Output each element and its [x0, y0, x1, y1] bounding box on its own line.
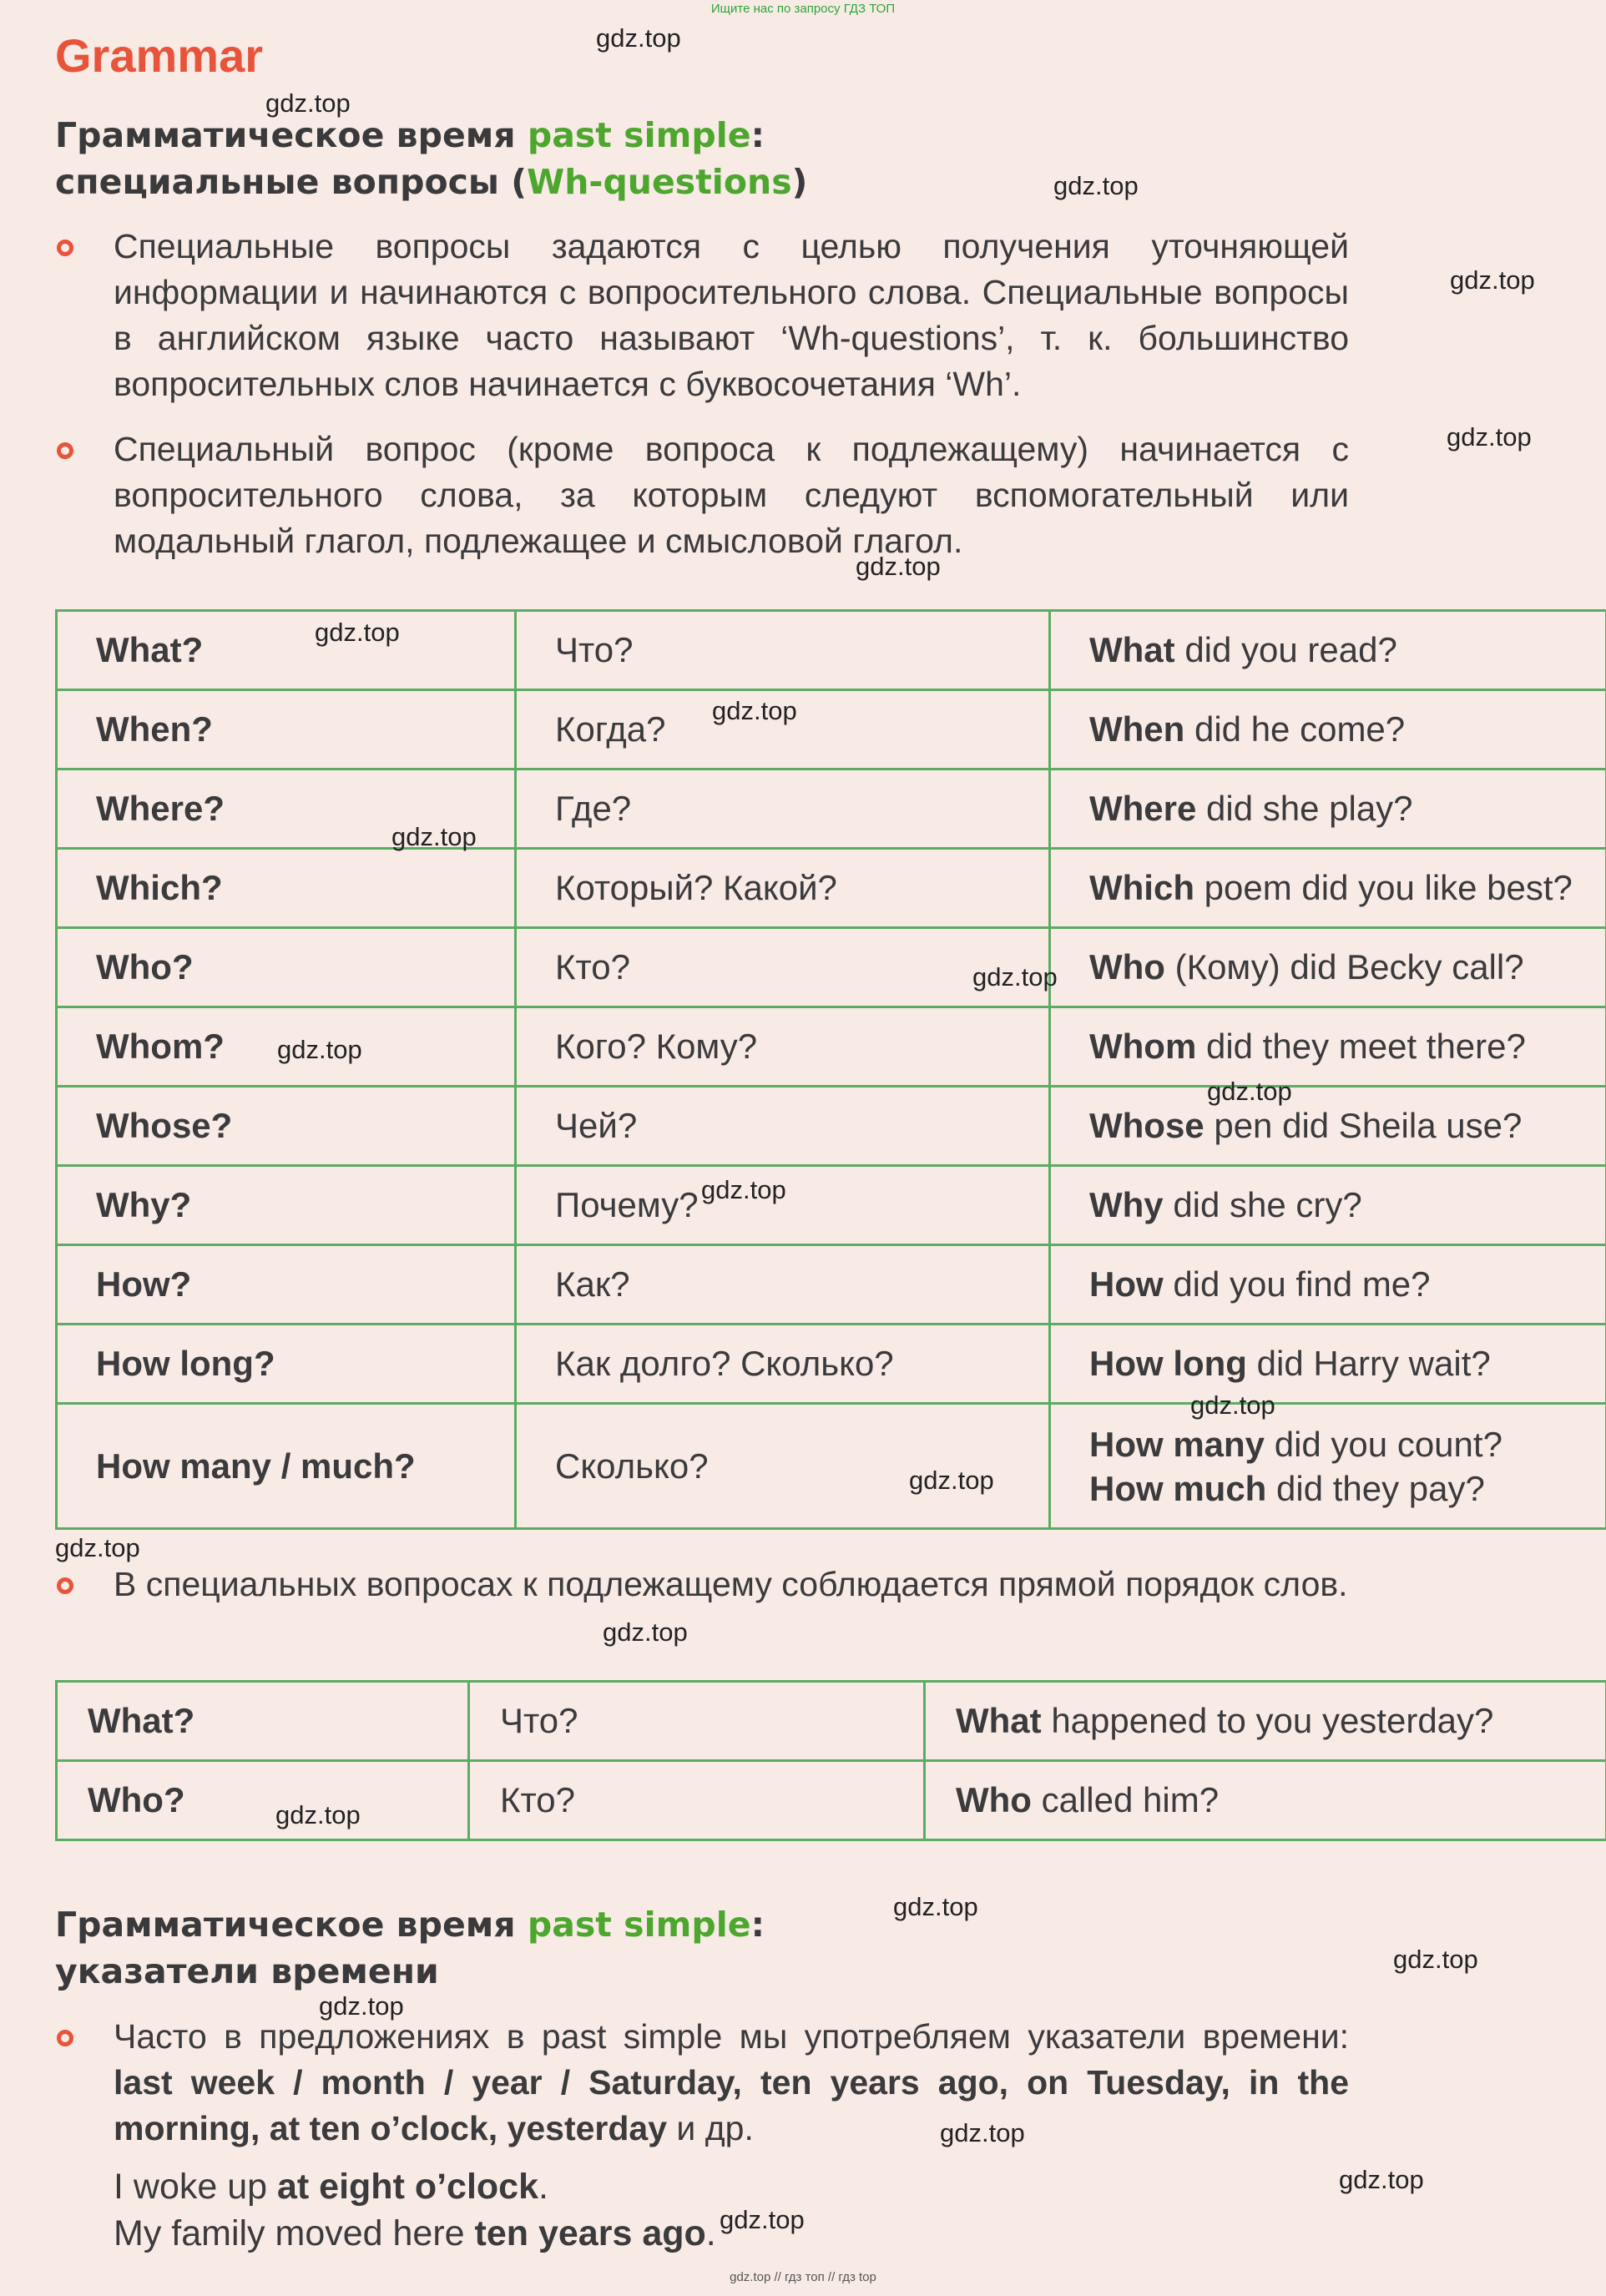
question-word: When? [57, 690, 516, 770]
translation: Что? [469, 1682, 925, 1761]
translation: Почему? [516, 1166, 1050, 1245]
watermark: gdz.top [603, 1617, 688, 1647]
watermark: gdz.top [701, 1175, 786, 1204]
watermark: gdz.top [972, 962, 1058, 992]
table-row [57, 1166, 1606, 1245]
watermark: gdz.top [856, 552, 941, 581]
question-word: What? [57, 1682, 469, 1761]
watermark: gdz.top [893, 1892, 978, 1921]
watermark: gdz.top [391, 822, 477, 851]
example: Who (Кому) did Becky call? [1050, 928, 1606, 1007]
section-heading-wh: Грамматическое время past simple: специальные вопросы (Wh-questions) [55, 115, 808, 202]
example: How long did Harry wait? [1050, 1325, 1606, 1404]
watermark: gdz.top [55, 1533, 140, 1562]
table-row [57, 611, 1606, 690]
bullet-icon [57, 2030, 73, 2046]
watermark: gdz.top [940, 2118, 1025, 2147]
question-word: Where? [57, 770, 516, 849]
watermark: gdz.top [712, 696, 797, 725]
translation: Когда? [516, 690, 1050, 770]
watermark: gdz.top [319, 1991, 404, 2021]
question-word: How many / much? [57, 1404, 516, 1529]
example-sentence: I woke up at eight o’clock. [114, 2167, 548, 2207]
table-row [57, 1245, 1606, 1325]
example: Why did she cry? [1050, 1166, 1606, 1245]
table-row [57, 1325, 1606, 1404]
watermark: gdz.top [596, 23, 681, 53]
translation: Как долго? Сколько? [516, 1325, 1050, 1404]
watermark: gdz.top [1339, 2165, 1424, 2194]
paragraph-wh-order: Специальный вопрос (кроме вопроса к подлежащему) начинается с вопросительного слова, за которым следуют вспомогательный или модальный глагол, подлежащее и смысловой глагол. [114, 430, 1349, 560]
table-row [57, 1404, 1606, 1529]
question-word: Why? [57, 1166, 516, 1245]
question-word: Who? [57, 928, 516, 1007]
table-row [57, 849, 1606, 928]
example: Where did she play? [1050, 770, 1606, 849]
translation: Кто? [469, 1761, 925, 1840]
translation: Кого? Кому? [516, 1007, 1050, 1087]
question-word: How long? [57, 1325, 516, 1404]
translation: Что? [516, 611, 1050, 690]
header-note: Ищите нас по запросу ГДЗ ТОП [710, 2, 896, 16]
watermark: gdz.top [1447, 422, 1532, 452]
example: How many did you count? How much did they pay? [1050, 1404, 1606, 1529]
section-heading-time-markers: Грамматическое время past simple: указатели времени [55, 1905, 765, 1991]
table-row [57, 928, 1606, 1007]
wh-questions-table [55, 609, 1606, 1530]
watermark: gdz.top [275, 1800, 361, 1829]
translation: Который? Какой? [516, 849, 1050, 928]
translation: Сколько? [516, 1404, 1050, 1529]
examples [114, 2163, 716, 2257]
example-sentence: My family moved here ten years ago. [114, 2213, 716, 2253]
question-word: Which? [57, 849, 516, 928]
page-title: Grammar [55, 29, 264, 82]
watermark: gdz.top [1450, 265, 1535, 295]
example: When did he come? [1050, 690, 1606, 770]
paragraph-subject-questions: В специальных вопросах к подлежащему соблюдается прямой порядок слов. [114, 1565, 1348, 1603]
example: Whom did they meet there? [1050, 1007, 1606, 1087]
translation: Чей? [516, 1087, 1050, 1166]
table-row [57, 1682, 1606, 1761]
watermark: gdz.top [720, 2205, 805, 2234]
paragraph-wh-intro: Специальные вопросы задаются с целью получения уточняющей информации и начинаются с вопросительного слова. Специальные вопросы в английском языке часто называют ‘Wh-questions’, т. к. большинство вопросительных слов начинается с буквосочетания ‘Wh’. [114, 227, 1349, 403]
watermark: gdz.top [277, 1035, 362, 1064]
example: Which poem did you like best? [1050, 849, 1606, 928]
watermark: gdz.top [909, 1466, 994, 1495]
translation: Кто? [516, 928, 1050, 1007]
example: How did you find me? [1050, 1245, 1606, 1325]
question-word: How? [57, 1245, 516, 1325]
table-row [57, 1087, 1606, 1166]
question-word: Whom? [57, 1007, 516, 1087]
bullet-icon [57, 442, 73, 459]
paragraph-time-markers: Часто в предложениях в past simple мы употребляем указатели времени: last week / month / year / Saturday, ten years ago, on Tuesday, in the morning, at ten o’clock, yesterday и др. [114, 2017, 1349, 2147]
watermark: gdz.top [265, 88, 351, 118]
question-word: Whose? [57, 1087, 516, 1166]
translation: Где? [516, 770, 1050, 849]
bullet-icon [57, 240, 73, 256]
watermark: gdz.top [315, 618, 400, 647]
footer-note: gdz.top // гдз топ // гдз top [730, 2270, 876, 2284]
table-row [57, 690, 1606, 770]
watermark: gdz.top [1393, 1945, 1478, 1974]
example: What happened to you yesterday? [925, 1682, 1606, 1761]
watermark: gdz.top [1053, 171, 1139, 200]
question-word: What? [57, 611, 516, 690]
watermark: gdz.top [1190, 1390, 1275, 1420]
question-word: Who? [57, 1761, 469, 1840]
example: Who called him? [925, 1761, 1606, 1840]
example: Whose pen did Sheila use? [1050, 1087, 1606, 1166]
translation: Как? [516, 1245, 1050, 1325]
bullet-icon [57, 1577, 73, 1594]
watermark: gdz.top [1207, 1077, 1292, 1106]
example: What did you read? [1050, 611, 1606, 690]
table-row [57, 770, 1606, 849]
